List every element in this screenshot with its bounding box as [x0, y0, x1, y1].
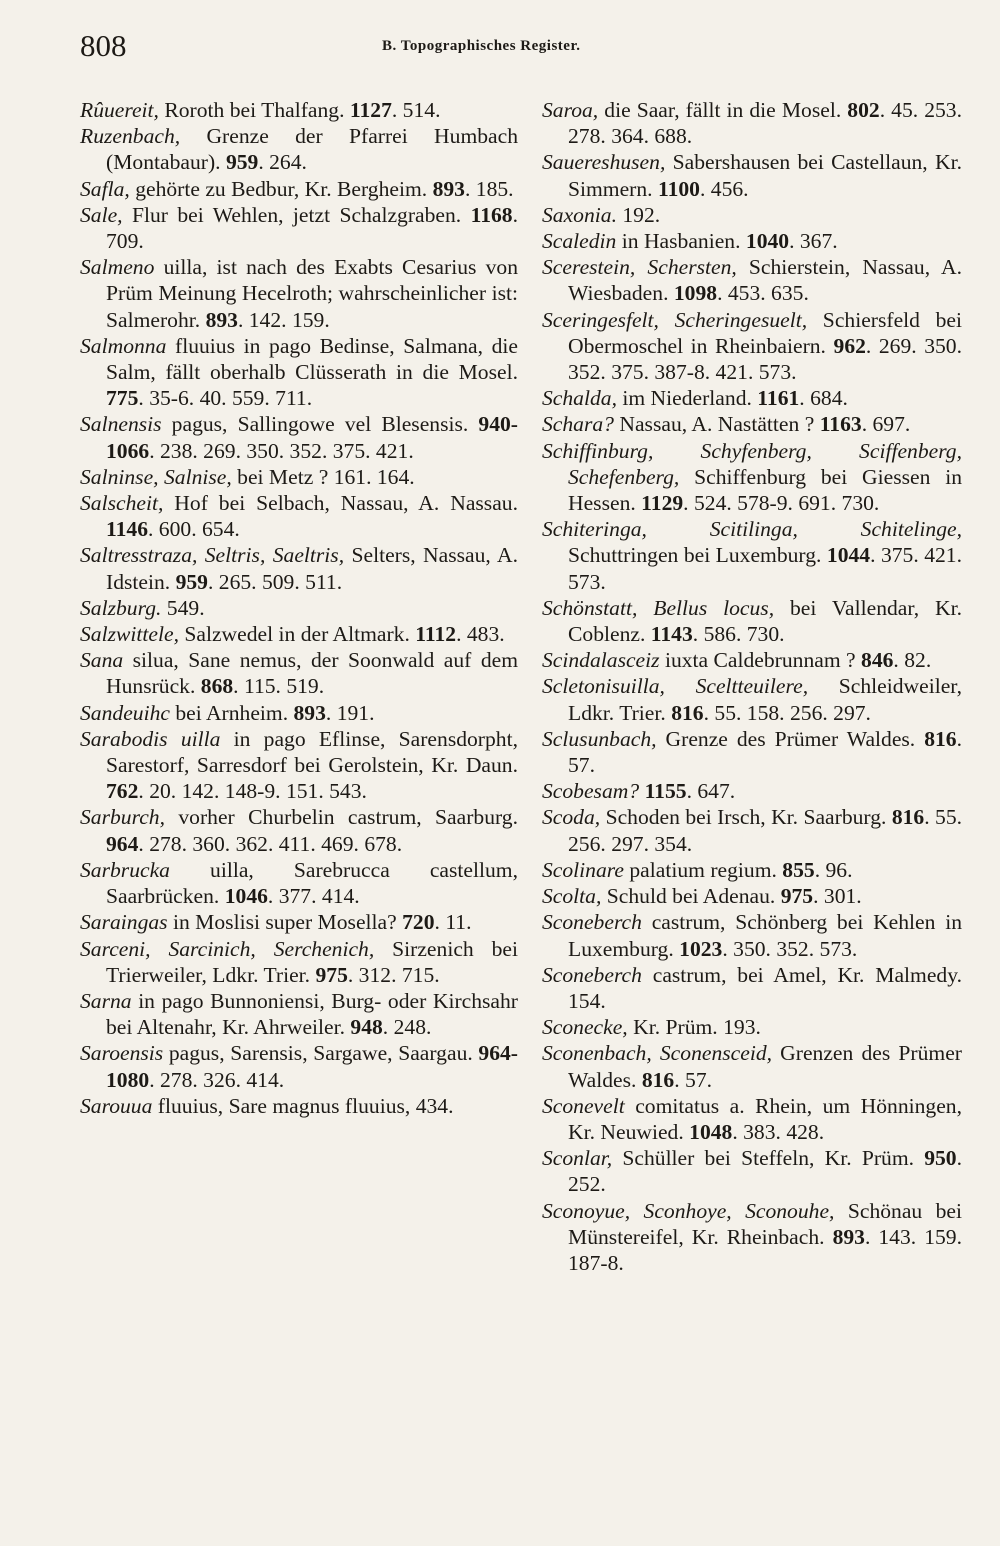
entry-text: uilla, Sarebrucca castellum, Saarbrücken.	[106, 857, 518, 909]
entry-main-ref: 802	[847, 98, 880, 122]
entry-refs: . 55. 256. 297. 354.	[568, 805, 963, 856]
entry-name: Sarabodis uilla	[80, 726, 221, 751]
entry-name: Schalda,	[542, 386, 617, 411]
entry-refs: . 20. 142. 148-9. 151. 543.	[138, 779, 367, 804]
entry-main-ref: 950	[924, 1146, 957, 1171]
entry-refs: . 142. 159.	[237, 307, 330, 332]
entry-name: Sceringesfelt, Scheringesuelt,	[542, 307, 808, 332]
register-entry	[80, 123, 518, 175]
entry-refs: . 278. 326. 414.	[149, 1067, 285, 1092]
entry-text: fluuius in pago Bedinse, Salmana, die Salm, fällt oberhalb Clüsserath in die Mosel.	[106, 333, 518, 385]
entry-refs: . 185.	[464, 176, 514, 201]
entry-refs: . 350. 352. 573.	[722, 936, 858, 961]
entry-text: pagus, Sarensis, Sargawe, Saargau.	[163, 1041, 479, 1066]
entry-name: Saraingas	[80, 910, 168, 935]
entry-name: Scerestein, Schersten,	[542, 255, 737, 280]
register-entry	[542, 595, 962, 647]
entry-name: Scobesam?	[542, 779, 640, 804]
entry-name: Scoda,	[542, 805, 601, 830]
left-column	[80, 97, 518, 1119]
entry-name: Schiteringa, Scitilinga, Schitelinge,	[542, 517, 962, 542]
entry-refs: . 191.	[325, 700, 375, 725]
entry-text: Schuld bei Adenau.	[601, 884, 781, 909]
entry-name: Scletonisuilla, Sceltteuilere,	[542, 674, 809, 699]
entry-main-ref: 720	[402, 910, 435, 935]
entry-text: Grenze des Prümer Waldes.	[656, 726, 925, 751]
entry-text: in pago Bunnoniensi, Burg- oder Kirchsahr bei Altenahr, Kr. Ahrweiler.	[106, 988, 518, 1040]
entry-refs: . 265. 509. 511.	[207, 569, 343, 594]
register-entry	[542, 804, 962, 856]
register-entry	[80, 700, 518, 726]
entry-refs: . 483.	[456, 622, 505, 647]
entry-main-ref: 959	[175, 569, 208, 594]
entry-refs: . 456.	[699, 176, 749, 201]
entry-text: Schleidweiler, Ldkr. Trier.	[568, 674, 962, 725]
entry-refs: . 35-6. 40. 559. 711.	[138, 386, 313, 411]
entry-text: Schuttringen bei Luxemburg.	[568, 543, 827, 568]
register-entry	[80, 97, 518, 123]
entry-main-ref: 1146	[106, 517, 148, 542]
entry-name: Sarceni, Sarcinich, Serchenich,	[80, 936, 375, 961]
entry-main-ref: 893	[293, 700, 326, 725]
entry-main-ref: 855	[782, 857, 815, 882]
entry-main-ref: 975	[315, 962, 348, 987]
entry-name: Sarna	[80, 988, 132, 1013]
entry-name: Salscheit,	[80, 491, 164, 516]
entry-main-ref: 1046	[224, 884, 268, 909]
entry-text: Kr. Prüm. 193.	[627, 1015, 761, 1040]
entry-name: Salnensis	[80, 412, 162, 437]
entry-name: Scolta,	[542, 884, 602, 909]
entry-text: gehörte zu Bedbur, Kr. Bergheim.	[129, 176, 433, 201]
register-entry	[542, 516, 962, 595]
entry-name: Sconecke,	[542, 1015, 628, 1040]
entry-main-ref: 1040	[745, 229, 790, 254]
register-entry	[542, 1145, 962, 1197]
entry-text: vorher Churbelin castrum, Saarburg.	[164, 805, 518, 830]
register-entry	[542, 385, 962, 411]
entry-name: Scindalasceiz	[542, 648, 660, 673]
entry-name: Sarbrucka	[80, 857, 170, 882]
entry-main-ref: 962	[833, 333, 866, 358]
entry-refs: . 301.	[813, 884, 862, 909]
entry-text: in pago Eflinse, Sarensdorpht, Sarestorf, Sarresdorf bei Gerolstein, Kr. Daun.	[106, 726, 518, 778]
entry-name: Saxonia.	[542, 202, 617, 227]
entry-main-ref: 816	[924, 726, 957, 751]
entry-text: Schiffenburg bei Giessen in Hessen.	[568, 464, 962, 516]
entry-text: Flur bei Wehlen, jetzt Schalzgraben.	[122, 202, 471, 227]
entry-main-ref: 964	[106, 831, 139, 856]
entry-main-ref: 1127	[349, 98, 392, 122]
entry-name: Sconevelt	[542, 1093, 625, 1118]
entry-refs: . 55. 158. 256. 297.	[703, 700, 871, 725]
entry-main-ref: 1048	[689, 1119, 733, 1144]
entry-name: Sarouua	[80, 1093, 153, 1118]
entry-refs: . 377. 414.	[267, 884, 360, 909]
register-entry	[542, 254, 962, 306]
entry-name: Saroa,	[542, 98, 599, 122]
entry-refs: . 312. 715.	[347, 962, 440, 987]
register-entry	[542, 149, 962, 201]
entry-text: Grenzen des Prümer Waldes.	[568, 1041, 962, 1092]
entry-main-ref: 816	[641, 1067, 675, 1092]
right-column	[542, 97, 962, 1276]
entry-refs: . 709.	[106, 202, 518, 254]
entry-main-ref: 975	[780, 884, 814, 909]
entry-main-ref: 1100	[657, 176, 700, 201]
entry-text: uilla, ist nach des Exabts Cesarius von Prüm Meinung Hecelroth; wahrscheinlicher ist: Salmerohr.	[106, 255, 518, 332]
entry-name: Sale,	[80, 202, 123, 227]
entry-refs: . 647.	[686, 779, 736, 804]
entry-main-ref: 1023	[679, 936, 723, 961]
entry-text: fluuius, Sare magnus fluuius, 434.	[152, 1093, 454, 1118]
entry-main-ref: 1163	[819, 412, 862, 437]
entry-refs: 192.	[622, 202, 661, 227]
entry-name: Sconeberch	[542, 910, 642, 935]
entry-main-ref: 762	[106, 779, 139, 804]
register-entry	[80, 542, 518, 594]
register-entry	[542, 228, 962, 254]
entry-text: in Hasbanien.	[616, 229, 746, 254]
entry-name: Sconlar,	[542, 1146, 613, 1171]
entry-text: castrum, Schönberg bei Kehlen in Luxemburg.	[568, 910, 962, 961]
register-entry	[80, 411, 518, 463]
register-entry	[542, 778, 962, 804]
entry-name: Scolinare	[542, 857, 624, 882]
entry-name: Safla,	[80, 176, 130, 201]
entry-text: Sirzenich bei Trierweiler, Ldkr. Trier.	[106, 936, 518, 987]
entry-main-ref: 1143	[650, 622, 693, 647]
entry-text: Salzwedel in der Altmark.	[178, 622, 416, 647]
entry-main-ref: 816	[671, 700, 704, 725]
entry-text: silua, Sane nemus, der Soonwald auf dem Hunsrück.	[106, 648, 518, 699]
entry-refs: . 45. 253. 278. 364. 688.	[568, 98, 963, 149]
entry-main-ref: 775	[106, 386, 139, 411]
entry-name: Saltresstraza, Seltris, Saeltris,	[80, 543, 345, 568]
register-entry	[80, 254, 518, 333]
entry-text: pagus, Sallingowe vel Blesensis.	[161, 412, 479, 437]
entry-name: Schara?	[542, 412, 614, 437]
entry-text: in Moslisi super Mosella?	[167, 910, 403, 935]
entry-text: Nassau, A. Nastätten ?	[613, 412, 820, 437]
entry-text: bei Vallendar, Kr. Coblenz.	[568, 595, 962, 647]
entry-name: Saroensis	[80, 1041, 164, 1066]
register-entry	[542, 962, 962, 1014]
entry-name: Schiffinburg, Schyfenberg, Sciffenberg, Schefenberg,	[542, 438, 962, 489]
entry-main-ref: 893	[205, 307, 238, 332]
register-entry	[80, 333, 518, 412]
entry-main-ref: 1044	[826, 543, 871, 568]
entry-refs: 161. 164.	[333, 464, 415, 489]
entry-text: Schierstein, Nassau, A. Wiesbaden.	[568, 255, 962, 306]
entry-main-ref: 893	[832, 1224, 865, 1249]
register-entry	[542, 202, 962, 228]
entry-name: Sconeberch	[542, 962, 642, 987]
entry-name: Sconenbach, Sconensceid,	[542, 1041, 773, 1066]
entry-name: Salmeno	[80, 255, 155, 280]
register-entry	[542, 1014, 962, 1040]
entry-name: Salzwittele,	[80, 622, 179, 647]
register-entry	[80, 857, 518, 909]
entry-refs: . 57.	[674, 1067, 713, 1092]
entry-refs: 549.	[166, 595, 205, 620]
entry-main-ref: 868	[200, 674, 234, 699]
register-entry	[80, 621, 518, 647]
entry-name: Ruzenbach,	[80, 124, 181, 149]
entry-refs: . 269. 350. 352. 375. 387-8. 421. 573.	[568, 333, 962, 385]
register-entry	[80, 1093, 518, 1119]
register-entry	[542, 647, 962, 673]
register-entry	[542, 909, 962, 961]
entry-text: bei Metz ?	[231, 464, 334, 489]
entry-refs: . 143. 159. 187-8.	[568, 1224, 962, 1275]
entry-refs: . 524. 578-9. 691. 730.	[683, 491, 880, 516]
entry-text: Roroth bei Thalfang.	[158, 98, 350, 122]
entry-name: Salmonna	[80, 333, 167, 358]
register-entry	[542, 97, 962, 149]
entry-main-ref: 1155	[644, 779, 687, 804]
entry-refs: . 264.	[258, 150, 307, 175]
page-number: 808	[80, 28, 127, 63]
entry-main-ref: 893	[432, 176, 465, 201]
entry-main-ref: 940-1066	[106, 412, 518, 463]
entry-refs: . 57.	[568, 726, 962, 778]
register-entry	[542, 307, 962, 386]
entry-name: Sana	[80, 648, 124, 673]
entry-text: palatium regium.	[623, 857, 783, 882]
register-entry	[80, 595, 518, 621]
entry-name: Salninse, Salnise,	[80, 464, 232, 489]
running-title: B. Topographisches Register.	[382, 38, 581, 54]
entry-text: castrum, bei Amel, Kr. Malmedy. 154.	[568, 962, 962, 1013]
register-entry	[80, 464, 518, 490]
register-entry	[80, 176, 518, 202]
entry-main-ref: 1161	[757, 386, 800, 411]
entry-main-ref: 1098	[673, 281, 718, 306]
register-entry	[542, 673, 962, 725]
entry-name: Sauereshusen,	[542, 150, 666, 175]
entry-refs: . 11.	[434, 910, 472, 935]
register-entry	[542, 411, 962, 437]
entry-text: Sabershausen bei Castellaun, Kr. Simmern.	[568, 150, 962, 201]
entry-refs: . 82.	[893, 648, 932, 673]
entry-refs: . 684.	[799, 386, 848, 411]
entry-main-ref: 1168	[470, 202, 513, 227]
register-entry	[80, 804, 518, 856]
entry-refs: . 375. 421. 573.	[568, 543, 962, 594]
register-entry	[542, 1198, 962, 1277]
register-entry	[80, 1040, 518, 1092]
entry-name: Scaledin	[542, 229, 617, 254]
register-entry	[80, 490, 518, 542]
entry-text: Schüller bei Steffeln, Kr. Prüm.	[612, 1146, 925, 1171]
entry-text: Selters, Nassau, A. Idstein.	[106, 543, 518, 594]
entry-name: Schönstatt, Bellus locus,	[542, 595, 775, 620]
entry-refs: . 600. 654.	[148, 517, 240, 542]
entry-text: die Saar, fällt in die Mosel.	[598, 98, 848, 122]
register-entry	[542, 438, 962, 517]
entry-text: Hof bei Selbach, Nassau, A. Nassau.	[163, 491, 518, 516]
entry-main-ref: 816	[891, 805, 925, 830]
entry-main-ref: 1112	[415, 622, 457, 647]
entry-main-ref: 1129	[641, 491, 684, 516]
entry-refs: . 252.	[568, 1146, 962, 1197]
entry-text: im Niederland.	[616, 386, 758, 411]
register-entry	[80, 909, 518, 935]
entry-refs: . 367.	[789, 229, 838, 254]
entry-name: Sconoyue, Sconhoye, Sconouhe,	[542, 1198, 835, 1223]
entry-text: Schoden bei Irsch, Kr. Saarburg.	[600, 805, 892, 830]
entry-refs: . 115. 519.	[233, 674, 325, 699]
entry-refs: . 278. 360. 362. 411. 469. 678.	[138, 831, 403, 856]
entry-name: Rûuereit,	[80, 98, 159, 122]
register-entry	[542, 1093, 962, 1145]
entry-refs: . 453. 635.	[717, 281, 809, 306]
register-entry	[80, 647, 518, 699]
register-entry	[542, 883, 962, 909]
register-entry	[80, 988, 518, 1040]
entry-refs: . 697.	[861, 412, 911, 437]
entry-text: bei Arnheim.	[169, 700, 294, 725]
entry-text: Schiersfeld bei Obermoschel in Rheinbaiern.	[568, 307, 963, 358]
entry-text: iuxta Caldebrunnam ?	[659, 648, 862, 673]
register-entry	[542, 1040, 962, 1092]
entry-main-ref: 846	[861, 648, 894, 673]
entry-refs: . 514.	[391, 98, 441, 122]
entry-text: comitatus a. Rhein, um Hönningen, Kr. Neuwied.	[568, 1093, 962, 1144]
entry-name: Sarburch,	[80, 805, 165, 830]
entry-refs: . 586. 730.	[692, 622, 785, 647]
register-entry	[542, 726, 962, 778]
register-entry	[80, 936, 518, 988]
register-entry	[542, 857, 962, 883]
register-entry	[80, 726, 518, 805]
entry-text: Schönau bei Münstereifel, Kr. Rheinbach.	[568, 1198, 962, 1249]
entry-refs: . 96.	[814, 857, 853, 882]
entry-main-ref: 964-1080	[106, 1041, 518, 1092]
register-entry	[80, 202, 518, 254]
entry-text: Grenze der Pfarrei Humbach (Montabaur).	[106, 124, 518, 175]
entry-refs: . 238. 269. 350. 352. 375. 421.	[149, 438, 414, 463]
entry-main-ref: 948	[350, 1015, 383, 1040]
entry-name: Sandeuihc	[80, 700, 170, 725]
entry-main-ref: 959	[225, 150, 259, 175]
entry-name: Salzburg.	[80, 595, 162, 620]
entry-name: Sclusunbach,	[542, 726, 657, 751]
entry-refs: . 248.	[382, 1015, 432, 1040]
entry-refs: . 383. 428.	[732, 1119, 825, 1144]
